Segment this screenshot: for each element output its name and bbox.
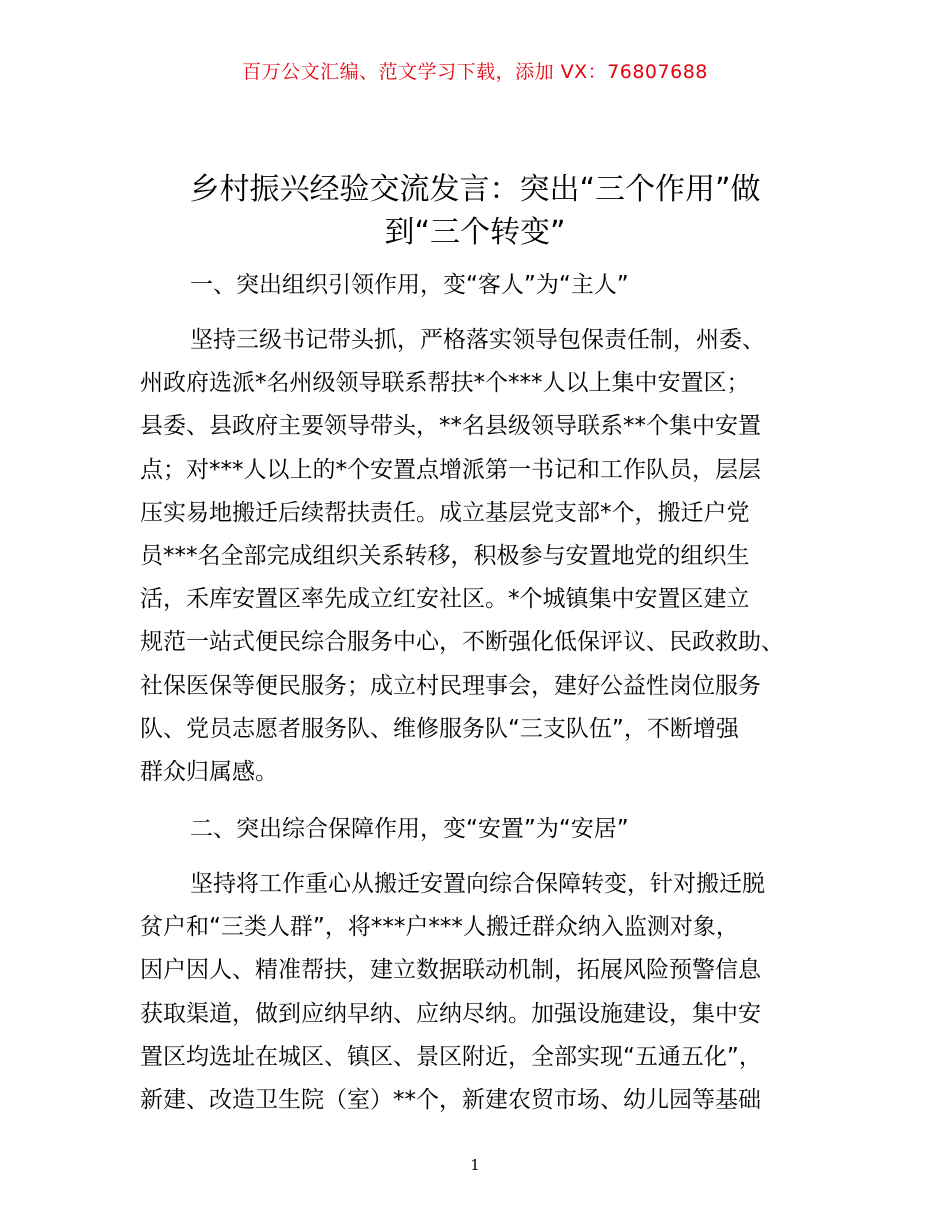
paragraph-line: 县委、县政府主要领导带头，**名县级领导联系**个集中安置 (140, 413, 761, 440)
paragraph-line: 州政府选派*名州级领导联系帮扶*个***人以上集中安置区； (140, 370, 750, 397)
paragraph-line: 队、党员志愿者服务队、维修服务队“三支队伍”，不断增强 (140, 715, 739, 742)
header-watermark-text: 百万公文汇编、范文学习下载，添加 VX：76807688 (242, 61, 708, 83)
paragraph-line: 坚持将工作重心从搬迁安置向综合保障转变，针对搬迁脱 (190, 871, 765, 897)
section-1-heading: 一、突出组织引领作用，变“客人”为“主人” (190, 272, 629, 298)
paragraph-line: 活，禾库安置区率先成立红安社区。*个城镇集中安置区建立 (140, 586, 750, 613)
paragraph-line: 贫户和“三类人群”，将***户***人搬迁群众纳入监测对象， (140, 914, 739, 941)
paragraph-line: 员***名全部完成组织关系转移，积极参与安置地党的组织生 (140, 543, 750, 570)
section-1-paragraph (140, 319, 812, 794)
title-line-1: 乡村振兴经验交流发言：突出“三个作用”做 (189, 172, 761, 207)
paragraph-line: 群众归属感。 (140, 759, 278, 786)
page-number: 1 (470, 1156, 480, 1174)
paragraph-line: 因户因人、精准帮扶，建立数据联动机制，拓展风险预警信息 (140, 957, 761, 984)
title-line-2: 到“三个转变” (384, 215, 566, 250)
section-2-heading: 二、突出综合保障作用，变“安置”为“安居” (190, 816, 629, 842)
paragraph-line: 新建、改造卫生院（室）**个，新建农贸市场、幼儿园等基础 (140, 1087, 761, 1114)
paragraph-line: 获取渠道，做到应纳早纳、应纳尽纳。加强设施建设，集中安 (140, 1000, 761, 1027)
paragraph-line: 置区均选址在城区、镇区、景区附近，全部实现“五通五化”， (140, 1043, 762, 1070)
document-title (140, 168, 810, 254)
paragraph-line: 点；对***人以上的*个安置点增派第一书记和工作队员，层层 (140, 456, 761, 483)
section-2-paragraph (140, 863, 812, 1122)
paragraph-line: 坚持三级书记带头抓，严格落实领导包保责任制，州委、 (190, 327, 765, 353)
paragraph-line: 压实易地搬迁后续帮扶责任。成立基层党支部*个，搬迁户党 (140, 499, 750, 526)
paragraph-line: 规范一站式便民综合服务中心，不断强化低保评议、民政救助、 (140, 629, 784, 656)
paragraph-line: 社保医保等便民服务；成立村民理事会，建好公益性岗位服务 (140, 672, 761, 699)
